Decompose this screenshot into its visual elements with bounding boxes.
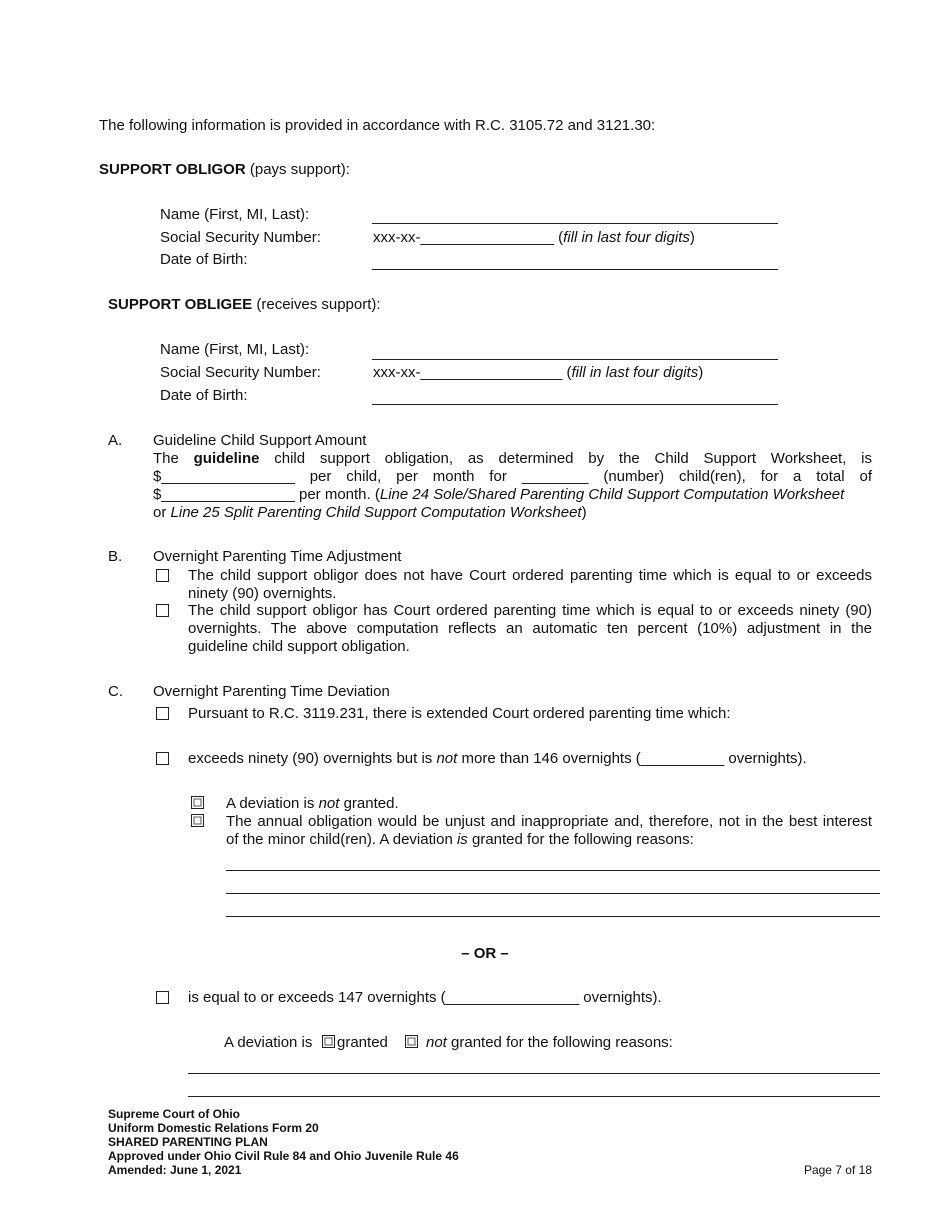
footer-line-2: Uniform Domestic Relations Form 20: [108, 1121, 319, 1135]
obligor-ssn-field[interactable]: xxx-xx-________________ (fill in last four digits): [373, 229, 695, 246]
obligor-heading: SUPPORT OBLIGOR (pays support):: [99, 161, 350, 178]
section-c-title: Overnight Parenting Time Deviation: [153, 683, 390, 700]
b-option-2-line-3: guideline child support obligation.: [188, 638, 410, 655]
obligee-heading: SUPPORT OBLIGEE (receives support):: [108, 296, 381, 313]
deviation-2-prefix: A deviation is: [224, 1034, 313, 1051]
section-a-letter: A.: [108, 432, 123, 449]
obligee-name-field[interactable]: [372, 359, 778, 360]
reason-line-1[interactable]: [226, 870, 880, 871]
footer-line-4: Approved under Ohio Civil Rule 84 and Ohio Juvenile Rule 46: [108, 1149, 459, 1163]
obligee-ssn-field[interactable]: xxx-xx-_________________ (fill in last four digits): [373, 364, 704, 381]
b-option-1-line-2: ninety (90) overnights.: [188, 585, 337, 602]
deviation-2-granted-label: granted: [337, 1034, 388, 1051]
reason-line-2[interactable]: [226, 893, 880, 894]
section-b-letter: B.: [108, 548, 123, 565]
reason-2-line-2[interactable]: [188, 1096, 880, 1097]
section-a-line-4: or Line 25 Split Parenting Child Support Computation Worksheet): [153, 504, 587, 521]
obligor-ssn-label: Social Security Number:: [160, 229, 321, 246]
obligor-name-label: Name (First, MI, Last):: [160, 206, 310, 223]
no-parenting-time-checkbox[interactable]: [156, 569, 169, 582]
footer-line-3: SHARED PARENTING PLAN: [108, 1135, 268, 1149]
section-a-line-3[interactable]: $________________ per month. (Line 24 Sole/Shared Parenting Child Support Computation Worksheet: [153, 486, 845, 503]
intro-text: The following information is provided in accordance with R.C. 3105.72 and 3121.30:: [99, 117, 656, 134]
deviation-granted-checkbox[interactable]: [191, 814, 204, 827]
footer-line-1: Supreme Court of Ohio: [108, 1107, 240, 1121]
b-option-1-line-1: The child support obligor does not have Court ordered parenting time which is equal to or exceeds: [188, 567, 872, 584]
deviation-not-granted-checkbox[interactable]: [191, 796, 204, 809]
deviation-2-not-granted-checkbox[interactable]: [405, 1035, 418, 1048]
exceeds-90-text[interactable]: exceeds ninety (90) overnights but is not more than 146 overnights (__________ overnights).: [188, 750, 807, 767]
pursuant-text: Pursuant to R.C. 3119.231, there is extended Court ordered parenting time which:: [188, 705, 731, 722]
obligee-dob-field[interactable]: [372, 404, 778, 405]
obligor-name-field[interactable]: [372, 223, 778, 224]
reason-2-line-1[interactable]: [188, 1073, 880, 1074]
obligor-dob-field[interactable]: [372, 269, 778, 270]
or-separator: – OR –: [461, 945, 509, 962]
unjust-line-1: The annual obligation would be unjust and inappropriate and, therefore, not in the best interest: [226, 813, 872, 830]
equal-147-checkbox[interactable]: [156, 991, 169, 1004]
page-number: Page 7 of 18: [803, 1163, 872, 1177]
b-option-2-line-2: overnights. The above computation reflects an automatic ten percent (10%) adjustment in the: [188, 620, 872, 637]
section-a-line-2[interactable]: $________________ per child, per month for ________ (number) child(ren), for a total of: [153, 468, 872, 485]
exceeds-90-checkbox[interactable]: [156, 752, 169, 765]
extended-parenting-time-checkbox[interactable]: [156, 707, 169, 720]
b-option-2-line-1: The child support obligor has Court ordered parenting time which is equal to or exceeds ninety (90): [188, 602, 872, 619]
deviation-2-granted-checkbox[interactable]: [322, 1035, 335, 1048]
obligee-ssn-label: Social Security Number:: [160, 364, 321, 381]
obligee-dob-label: Date of Birth:: [160, 387, 248, 404]
footer-line-5: Amended: June 1, 2021: [108, 1163, 242, 1177]
unjust-line-2: of the minor child(ren). A deviation is granted for the following reasons:: [226, 831, 694, 848]
section-b-title: Overnight Parenting Time Adjustment: [153, 548, 402, 565]
deviation-not-granted-text: A deviation is not granted.: [226, 795, 399, 812]
deviation-2-not-granted-text: not granted for the following reasons:: [426, 1034, 673, 1051]
section-c-letter: C.: [108, 683, 123, 700]
has-parenting-time-checkbox[interactable]: [156, 604, 169, 617]
obligor-dob-label: Date of Birth:: [160, 251, 248, 268]
section-a-title: Guideline Child Support Amount: [153, 432, 367, 449]
form-footer: [108, 1107, 459, 1177]
reason-line-3[interactable]: [226, 916, 880, 917]
obligee-name-label: Name (First, MI, Last):: [160, 341, 310, 358]
section-a-line-1: The guideline child support obligation, as determined by the Child Support Worksheet, is: [153, 450, 872, 467]
equal-147-text[interactable]: is equal to or exceeds 147 overnights (________________ overnights).: [188, 989, 662, 1006]
